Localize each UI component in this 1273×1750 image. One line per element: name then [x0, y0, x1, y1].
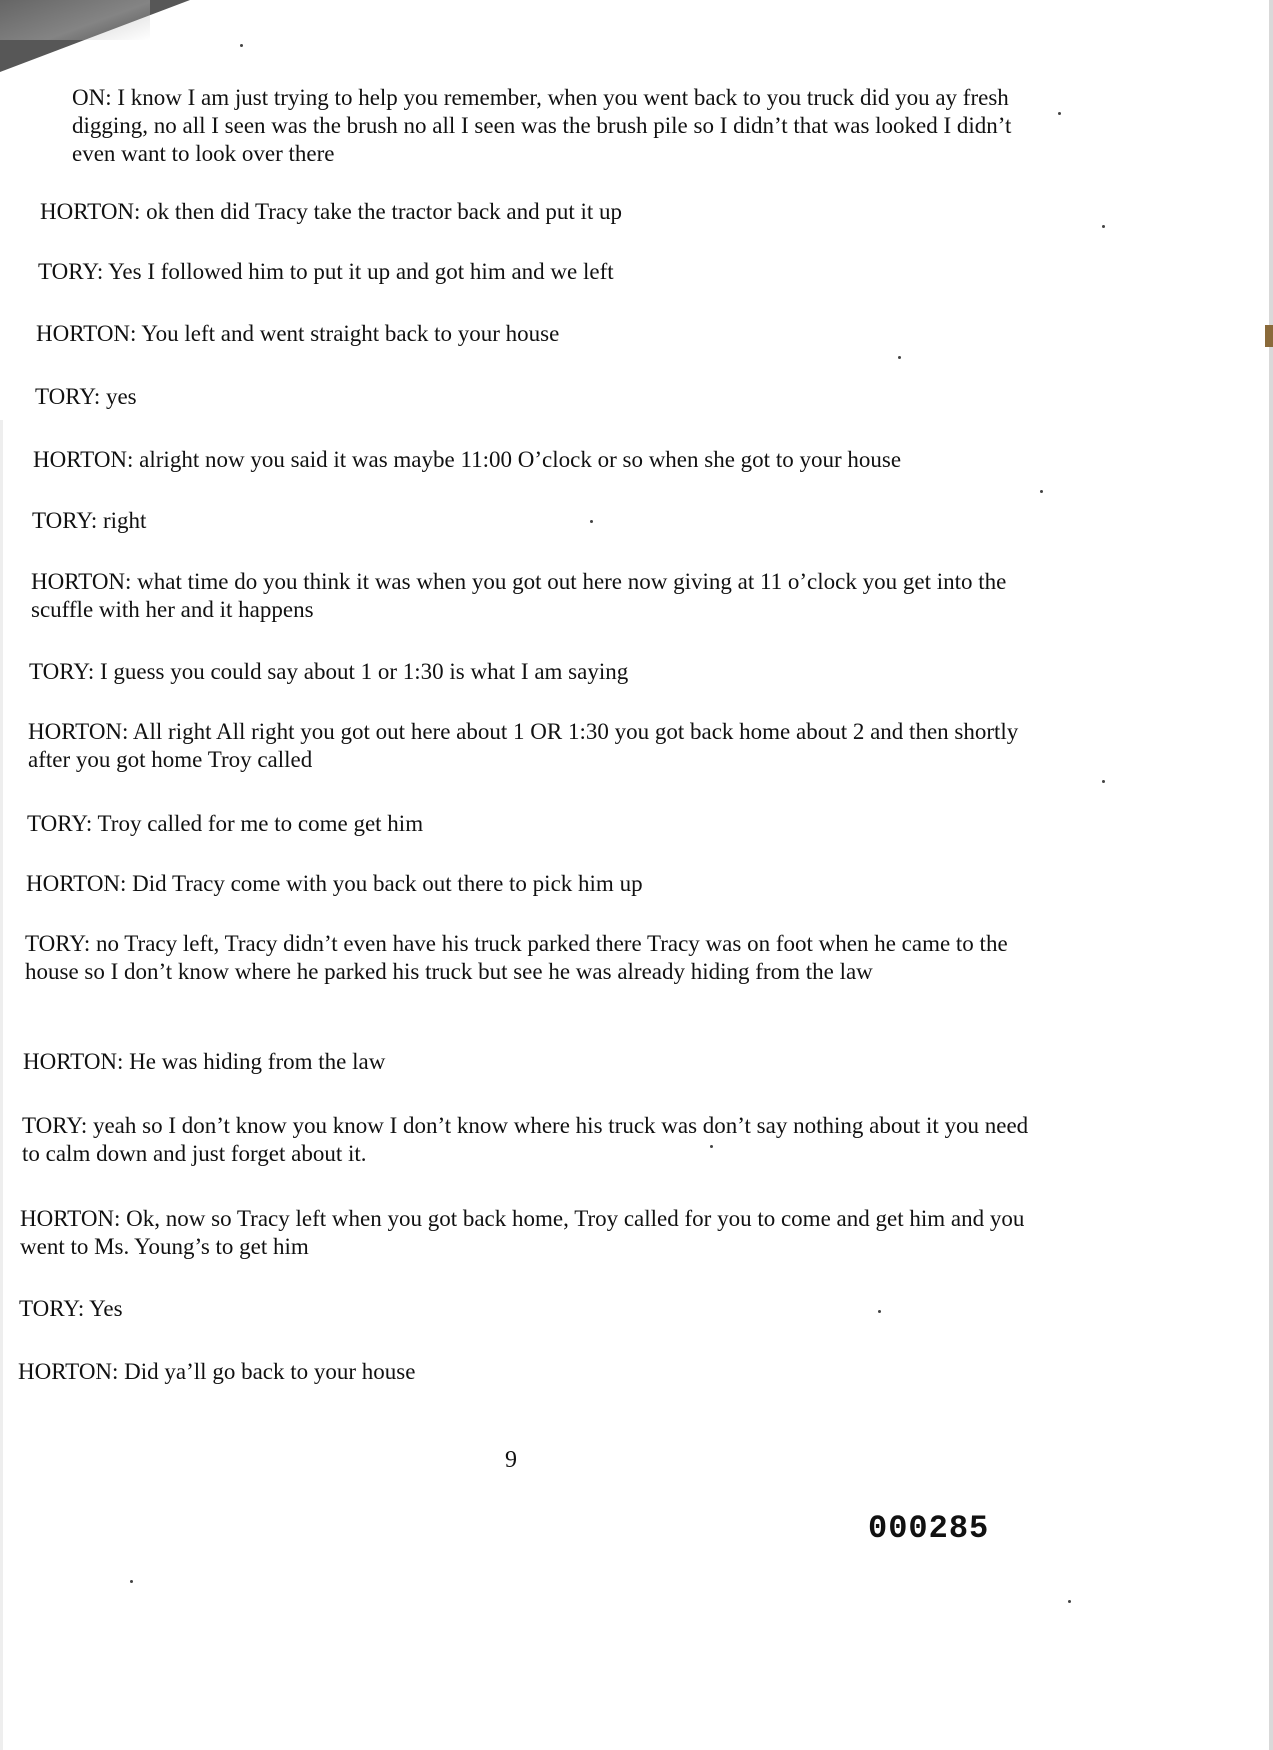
- transcript-paragraph: HORTON: Did ya’ll go back to your house: [18, 1359, 416, 1384]
- scan-speck: [1102, 780, 1105, 783]
- transcript-paragraph: TORY: Yes I followed him to put it up and got him and we left: [38, 259, 614, 284]
- transcript-paragraph: ON: I know I am just trying to help you remember, when you went back to you truck did you ay fresh digging, no all I seen was the brush no all I seen was the brush pile so I didn’t that was looked I didn’t even want to look over there: [72, 85, 1012, 166]
- transcript-paragraph: TORY: right: [32, 508, 147, 533]
- transcript-paragraph: HORTON: Ok, now so Tracy left when you got back home, Troy called for you to come and get him and you went to Ms. Young’s to get him: [20, 1206, 1025, 1259]
- scan-edge-left: [0, 420, 3, 1750]
- scan-speck: [240, 44, 243, 47]
- transcript-paragraph: TORY: I guess you could say about 1 or 1:30 is what I am saying: [29, 659, 629, 684]
- transcript-paragraph: HORTON: You left and went straight back to your house: [36, 321, 560, 346]
- scan-speck: [898, 356, 901, 359]
- transcript-paragraph: HORTON: what time do you think it was when you got out here now giving at 11 o’clock you get into the scuffle with her and it happens: [31, 569, 1007, 622]
- transcript-paragraph: TORY: no Tracy left, Tracy didn’t even have his truck parked there Tracy was on foot when he came to the house so I don’t know where he parked his truck but see he was already hiding from the law: [25, 931, 1008, 984]
- scan-speck: [1102, 225, 1105, 228]
- scan-speck: [1058, 112, 1061, 115]
- transcript-paragraph: HORTON: alright now you said it was maybe 11:00 O’clock or so when she got to your house: [33, 447, 902, 472]
- transcript-paragraph: TORY: yes: [35, 384, 137, 409]
- transcript-paragraph: TORY: Troy called for me to come get him: [27, 811, 424, 836]
- transcript-paragraph: HORTON: All right All right you got out here about 1 OR 1:30 you got back home about 2 and then shortly after you got home Troy called: [28, 719, 1019, 772]
- transcript-paragraph: HORTON: Did Tracy come with you back out there to pick him up: [26, 871, 643, 896]
- transcript-paragraph: HORTON: He was hiding from the law: [23, 1049, 386, 1074]
- scan-speck: [1068, 1600, 1071, 1603]
- scan-edge-right: [1269, 0, 1273, 1750]
- transcript-paragraph: TORY: Yes: [19, 1296, 123, 1321]
- corner-shadow: [0, 0, 150, 40]
- scan-mark: [1265, 325, 1273, 347]
- transcript-paragraph: HORTON: ok then did Tracy take the tractor back and put it up: [40, 199, 623, 224]
- scan-speck: [130, 1580, 133, 1583]
- bates-number: 000285: [868, 1510, 990, 1547]
- scan-speck: [1040, 490, 1043, 493]
- transcript-paragraph: TORY: yeah so I don’t know you know I don’t know where his truck was don’t say nothing about it you need to calm down and just forget about it.: [22, 1113, 1029, 1166]
- page-number: 9: [505, 1447, 517, 1473]
